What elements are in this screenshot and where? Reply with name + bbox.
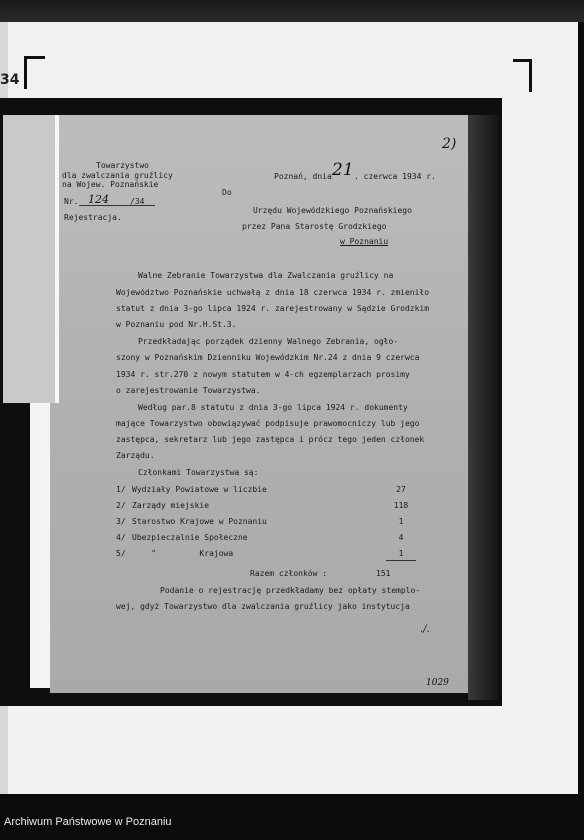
members-row-value: 1 (398, 517, 404, 526)
crop-mark-top-right (513, 59, 532, 92)
members-row-label: Ubezpieczalnie Społeczne (132, 533, 248, 542)
addressee-line-3: w Poznaniu (340, 237, 389, 246)
p4-line-2: wej, gdyż Towarzystwo dla zwalczania gruźlicy jako instytucja (116, 602, 410, 611)
p3-line-4: Zarządu. (116, 451, 155, 460)
members-row-value: 4 (398, 533, 404, 542)
continuation-mark: ./. (420, 624, 430, 635)
p2-line-4: o zarejestrowanie Towarzystwa. (116, 386, 261, 395)
p2-line-1: Przedkładając porządek dzienny Walnego Zebrania, ogło- (138, 337, 399, 346)
paper-side-shadow (468, 115, 498, 700)
addressee-line-1: Urzędu Wojewódzkiego Poznańskiego (253, 206, 412, 215)
members-heading: Członkami Towarzystwa są: (138, 468, 259, 477)
archive-footer (0, 810, 584, 840)
members-row-label: Wydziały Powiatowe w liczbie (132, 485, 267, 494)
members-row-label: Starostwo Krajowe w Poznaniu (132, 517, 267, 526)
members-row-num: 4/ (116, 533, 126, 542)
p1-line-1: Walne Zebranie Towarzystwa dla Zwalczania gruźlicy na (138, 271, 394, 280)
document-page (50, 115, 468, 693)
place-date-prefix: Poznań, dnia (274, 172, 332, 181)
overlapping-sheet (3, 115, 57, 403)
members-row (116, 501, 456, 513)
p3-line-2: mające Towarzystwo obowiązywać podpisuje prawomocniczy lub jego (116, 419, 420, 428)
org-line-1: Towarzystwo (96, 161, 149, 170)
members-row-num: 2/ (116, 501, 126, 510)
place-date-suffix: . czerwca 1934 r. (354, 172, 436, 181)
sheet-number: 1029 (426, 678, 449, 688)
org-line-2: dla zwalczania gruźlicy (62, 171, 173, 180)
nr-label: Nr. (64, 197, 79, 206)
page-mark: 2) (442, 136, 457, 152)
members-row-num: 3/ (116, 517, 126, 526)
addressee-line-2: przez Pana Starostę Grodzkiego (242, 222, 387, 231)
members-row-num: 5/ (116, 549, 126, 558)
p1-line-4: w Poznaniu pod Nr.H.St.3. (116, 320, 237, 329)
members-row-num: 1/ (116, 485, 126, 494)
addressee-to: Do (222, 188, 232, 197)
members-row (116, 485, 456, 497)
total-value: 151 (376, 569, 391, 578)
registration-label: Rejestracja. (64, 213, 122, 222)
p3-line-3: zastępca, sekretarz lub jego zastępca i prócz tego jeden członek (116, 435, 425, 444)
org-line-3: na Wojew. Poznańskie (62, 180, 159, 189)
members-row (116, 517, 456, 529)
total-label: Razem członków : (250, 569, 328, 578)
members-row-value: 27 (396, 485, 406, 494)
nr-value: 124 (88, 193, 109, 206)
members-row-value: 1 (386, 549, 416, 561)
p1-line-2: Województwo Poznańskie uchwałą z dnia 18 czerwca 1934 r. zmieniło (116, 288, 430, 297)
frame-number: 34 (0, 72, 20, 88)
p2-line-2: szony w Poznańskim Dzienniku Wojewódzkim Nr.24 z dnia 9 czerwca (116, 353, 420, 362)
nr-suffix: /34 (130, 197, 145, 206)
film-bottom-band (0, 794, 584, 810)
p3-line-1: Według par.8 statutu z dnia 3-go lipca 1924 r. dokumenty (138, 403, 408, 412)
p2-line-3: 1934 r. str.270 z nowym statutem w 4-ch egzemplarzach prosimy (116, 370, 410, 379)
members-row (116, 549, 456, 561)
date-day: 21 (332, 160, 354, 180)
members-row-value: 118 (393, 501, 409, 510)
nr-underline (79, 205, 155, 206)
archive-name: Archiwum Państwowe w Poznaniu (4, 816, 172, 828)
members-row-label: Zarządy miejskie (132, 501, 210, 510)
crop-mark-top-left (24, 56, 45, 89)
members-row-label: " Krajowa (132, 549, 234, 558)
p1-line-3: statut z dnia 3-go lipca 1924 r. zarejestrowany w Sądzie Grodzkim (116, 304, 430, 313)
members-row (116, 533, 456, 545)
film-top-strip (0, 0, 584, 22)
p4-line-1: Podanie o rejestrację przedkładamy bez opłaty stemplo- (160, 586, 421, 595)
